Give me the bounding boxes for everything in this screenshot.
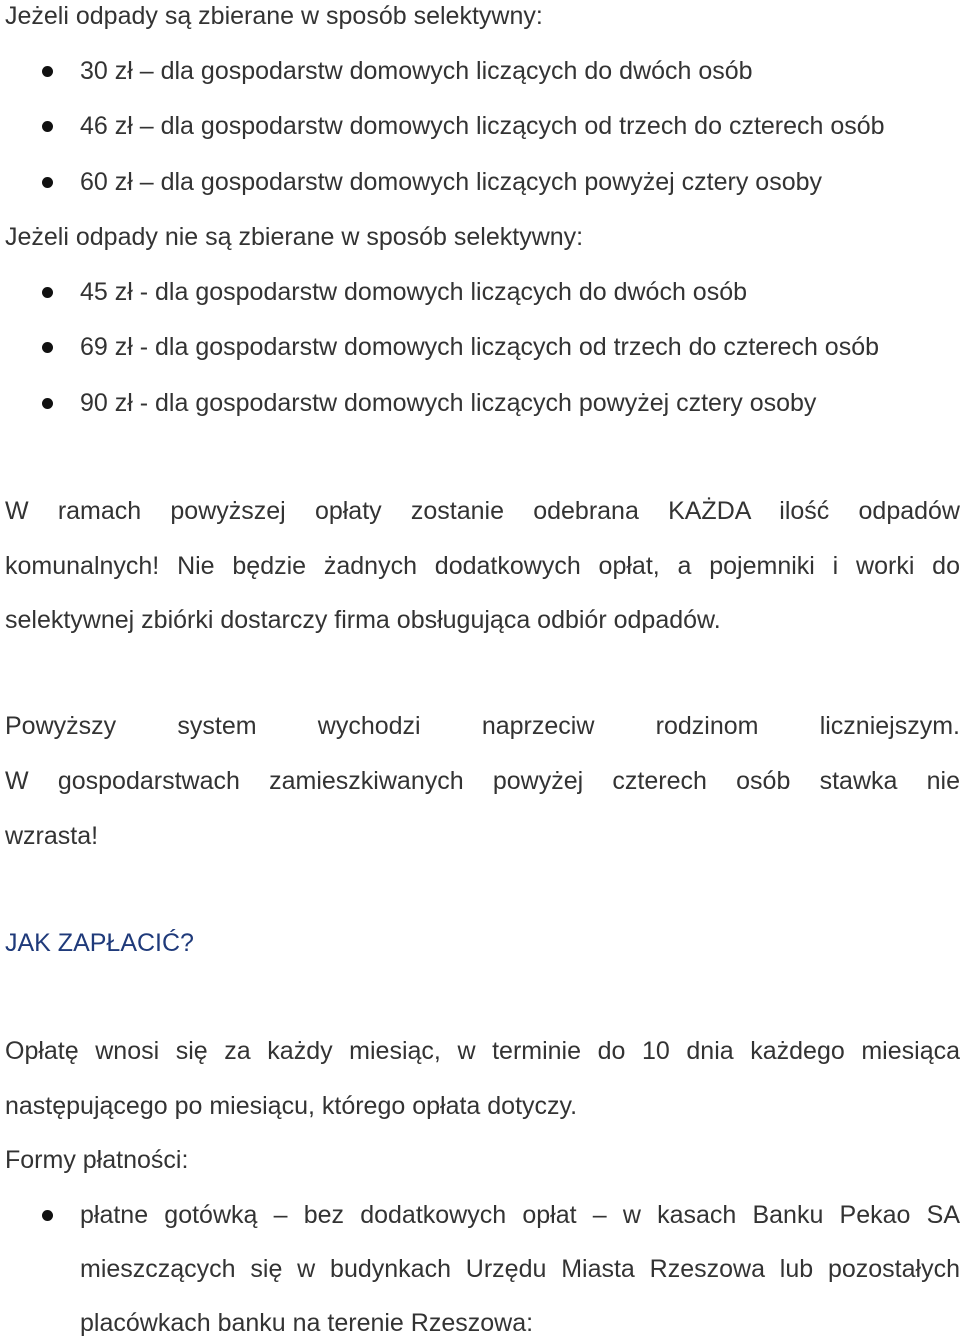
- paragraph-line: następującego po miesiącu, którego opłata dotyczy.: [5, 1092, 578, 1120]
- bullet-icon: [42, 342, 53, 353]
- section-heading: JAK ZAPŁACIĆ?: [5, 929, 194, 957]
- paragraph-text: komunalnych! Nie będzie żadnych dodatkowych opłat, a pojemniki i worki do: [5, 552, 960, 580]
- paragraph-text: W ramach powyższej opłaty zostanie odebrana KAŻDA ilość odpadów: [5, 497, 960, 525]
- payment-intro: Formy płatności:: [5, 1146, 189, 1174]
- list-item-text: 69 zł - dla gospodarstw domowych liczących od trzech do czterech osób: [80, 333, 879, 361]
- list-item-text: 46 zł – dla gospodarstw domowych liczących od trzech do czterech osób: [80, 112, 885, 140]
- selective-intro: Jeżeli odpady są zbierane w sposób selektywny:: [5, 2, 543, 30]
- list-item-text: 30 zł – dla gospodarstw domowych liczących do dwóch osób: [80, 57, 753, 85]
- non-selective-intro: Jeżeli odpady nie są zbierane w sposób selektywny:: [5, 223, 584, 251]
- list-item-text: 60 zł – dla gospodarstw domowych liczących powyżej cztery osoby: [80, 168, 823, 196]
- paragraph-line: [5, 1036, 960, 1066]
- paragraph-text: Powyższy system wychodzi naprzeciw rodzinom liczniejszym.: [5, 712, 960, 740]
- paragraph-line: [5, 496, 960, 526]
- list-item-text: mieszczących się w budynkach Urzędu Miasta Rzeszowa lub pozostałych: [80, 1255, 960, 1283]
- paragraph-text: Opłatę wnosi się za każdy miesiąc, w terminie do 10 dnia każdego miesiąca: [5, 1037, 960, 1065]
- paragraph-line: selektywnej zbiórki dostarczy firma obsługująca odbiór odpadów.: [5, 606, 721, 634]
- list-item-text: płatne gotówką – bez dodatkowych opłat – w kasach Banku Pekao SA: [80, 1201, 960, 1229]
- paragraph-line: [5, 766, 960, 796]
- bullet-icon: [42, 177, 53, 188]
- list-item-text: placówkach banku na terenie Rzeszowa:: [80, 1309, 534, 1337]
- paragraph-line: [5, 551, 960, 581]
- bullet-icon: [42, 121, 53, 132]
- paragraph-line: wzrasta!: [5, 822, 99, 850]
- bullet-icon: [42, 66, 53, 77]
- list-item-text: 45 zł - dla gospodarstw domowych liczących do dwóch osób: [80, 278, 748, 306]
- paragraph-text: W gospodarstwach zamieszkiwanych powyżej czterech osób stawka nie: [5, 767, 960, 795]
- paragraph-line: [5, 711, 960, 741]
- list-item-text: 90 zł - dla gospodarstw domowych liczących powyżej cztery osoby: [80, 389, 817, 417]
- bullet-icon: [42, 287, 53, 298]
- bullet-icon: [42, 1210, 53, 1221]
- bullet-icon: [42, 398, 53, 409]
